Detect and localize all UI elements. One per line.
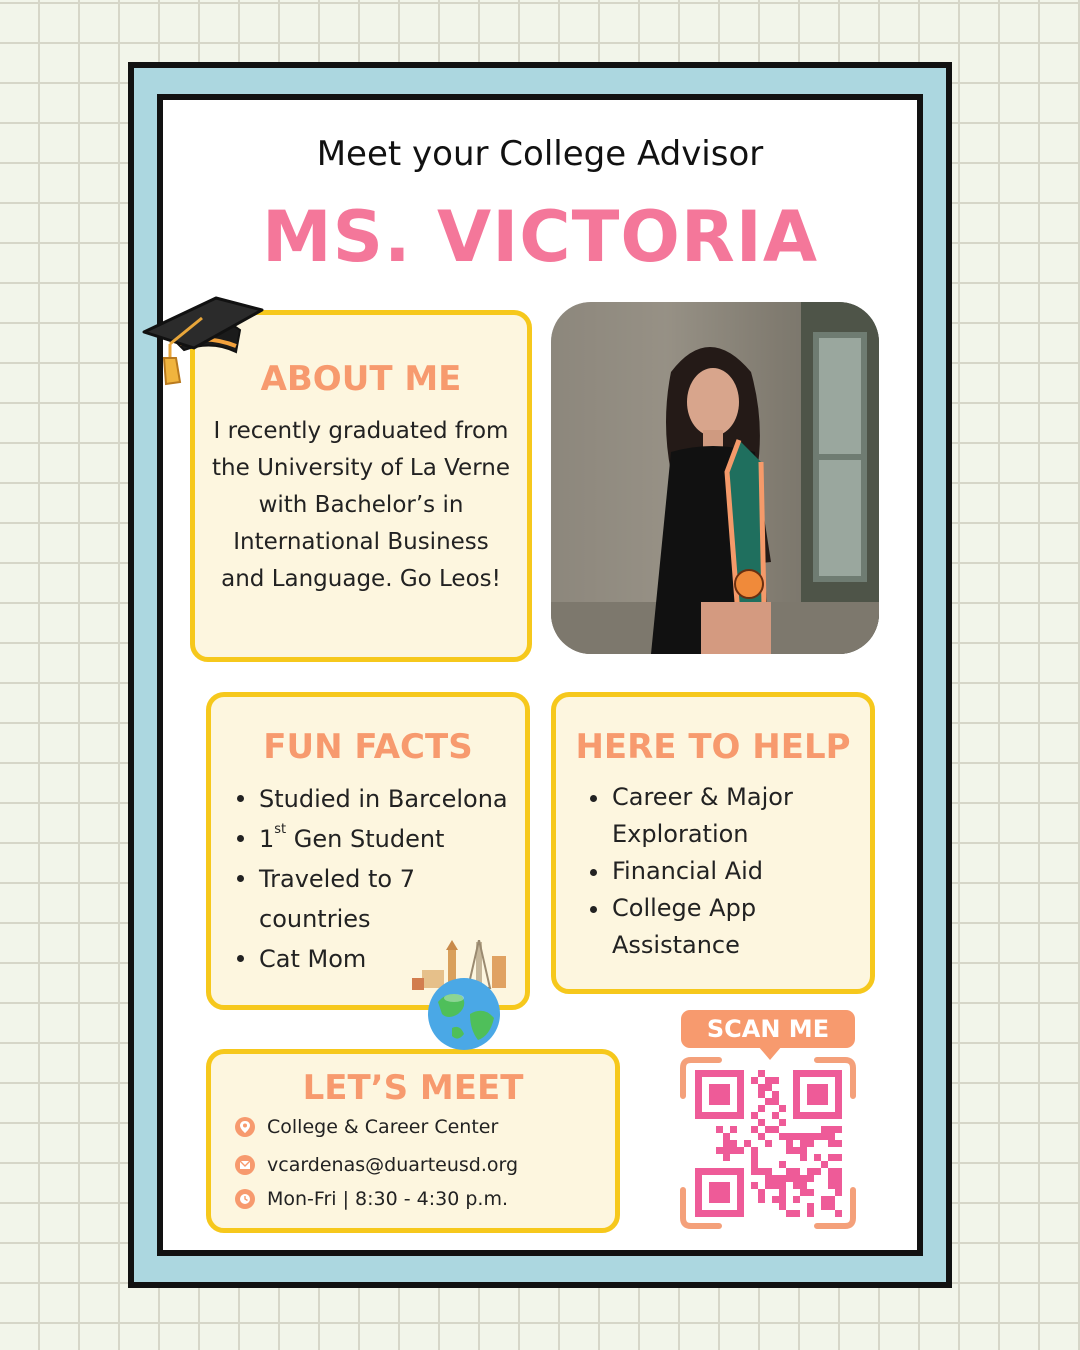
poster-kicker: Meet your College Advisor <box>316 134 764 174</box>
meet-location-row <box>235 1116 498 1138</box>
fun-facts-title: FUN FACTS <box>263 727 473 767</box>
advisor-photo-illustration <box>551 302 879 654</box>
meet-hours: Mon-Fri | 8:30 - 4:30 p.m. <box>267 1188 508 1210</box>
location-pin-icon <box>235 1117 255 1137</box>
advisor-name: MS. VICTORIA <box>261 196 818 278</box>
here-to-help-card <box>551 692 875 994</box>
meet-hours-row <box>235 1188 508 1210</box>
advisor-photo <box>551 302 879 654</box>
list-item: Financial Aid <box>586 853 866 890</box>
fun-fact-text: Cat Mom <box>259 945 367 973</box>
graduation-cap-icon <box>140 274 264 386</box>
list-item: Career & Major Exploration <box>586 779 866 853</box>
meet-location: College & Career Center <box>267 1116 499 1138</box>
fun-fact-prefix: 1 <box>259 825 275 853</box>
lets-meet-title: LET’S MEET <box>302 1068 524 1108</box>
qr-code[interactable] <box>679 1056 857 1230</box>
about-me-text: I recently graduated from the University of La Verne with Bachelor’s in International Business and Language. Go Leos! <box>212 418 510 592</box>
list-item <box>233 819 525 859</box>
meet-email-row <box>235 1154 518 1176</box>
fun-fact-text: Gen Student <box>286 825 445 853</box>
list-item <box>233 859 525 939</box>
lets-meet-card <box>206 1049 620 1233</box>
meet-email[interactable]: vcardenas@duarteusd.org <box>267 1154 519 1176</box>
clock-icon <box>235 1189 255 1209</box>
fun-fact-text: Studied in Barcelona <box>259 785 508 813</box>
scan-me-label: SCAN ME <box>681 1010 855 1048</box>
fun-fact-superscript: st <box>274 822 287 837</box>
about-me-title: ABOUT ME <box>260 359 462 399</box>
list-item <box>233 779 525 819</box>
list-item: College App Assistance <box>586 890 866 964</box>
fun-fact-text: Traveled to 7 countries <box>259 865 415 933</box>
help-list <box>586 779 866 964</box>
globe-landmarks-icon <box>408 940 520 1050</box>
here-to-help-title: HERE TO HELP <box>575 727 851 767</box>
email-icon <box>235 1155 255 1175</box>
